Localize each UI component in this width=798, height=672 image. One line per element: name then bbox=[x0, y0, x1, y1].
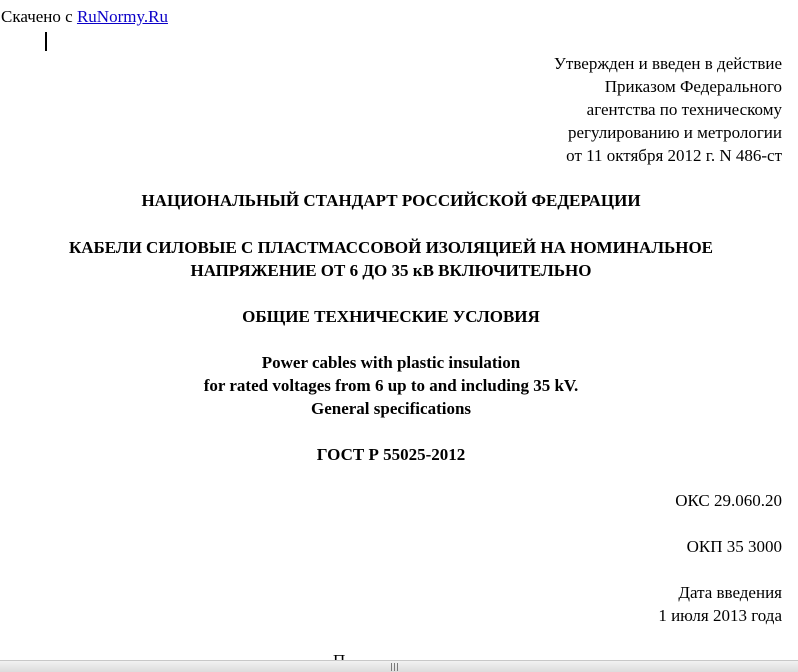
horizontal-scrollbar[interactable] bbox=[0, 660, 798, 672]
approval-line: от 11 октября 2012 г. N 486-ст bbox=[566, 146, 782, 165]
introduction-date-value: 1 июля 2013 года bbox=[658, 606, 782, 625]
introduction-date-block bbox=[658, 581, 782, 627]
introduction-date-label: Дата введения bbox=[678, 583, 782, 602]
approval-line: агентства по техническому bbox=[586, 100, 782, 119]
runormy-link[interactable]: RuNormy.Ru bbox=[76, 7, 168, 26]
english-title-line: for rated voltages from 6 up to and including 35 kV. bbox=[203, 376, 579, 395]
text-cursor bbox=[45, 32, 47, 51]
russian-title-line: НАПРЯЖЕНИЕ ОТ 6 ДО 35 кВ ВКЛЮЧИТЕЛЬНО bbox=[190, 261, 592, 280]
oks-code: ОКС 29.060.20 bbox=[675, 491, 782, 510]
english-title-line: Power cables with plastic insulation bbox=[261, 353, 521, 372]
english-title bbox=[0, 351, 782, 420]
general-conditions-heading: ОБЩИЕ ТЕХНИЧЕСКИЕ УСЛОВИЯ bbox=[242, 307, 540, 326]
english-title-line: General specifications bbox=[310, 399, 472, 418]
approval-line: регулированию и метрологии bbox=[567, 123, 782, 142]
approval-line: Утвержден и введен в действие bbox=[553, 54, 782, 73]
source-line bbox=[1, 7, 168, 27]
okp-code: ОКП 35 3000 bbox=[686, 537, 782, 556]
approval-block bbox=[554, 52, 782, 167]
scrollbar-grip-icon[interactable] bbox=[389, 663, 399, 671]
national-standard-heading: НАЦИОНАЛЬНЫЙ СТАНДАРТ РОССИЙСКОЙ ФЕДЕРАЦИИ bbox=[141, 191, 641, 210]
gost-number: ГОСТ Р 55025-2012 bbox=[316, 445, 466, 464]
approval-line: Приказом Федерального bbox=[604, 77, 782, 96]
russian-title-line: КАБЕЛИ СИЛОВЫЕ С ПЛАСТМАССОВОЙ ИЗОЛЯЦИЕЙ НА НОМИНАЛЬНОЕ bbox=[68, 238, 714, 257]
source-prefix: Скачено с bbox=[1, 7, 73, 26]
russian-title bbox=[0, 236, 782, 282]
